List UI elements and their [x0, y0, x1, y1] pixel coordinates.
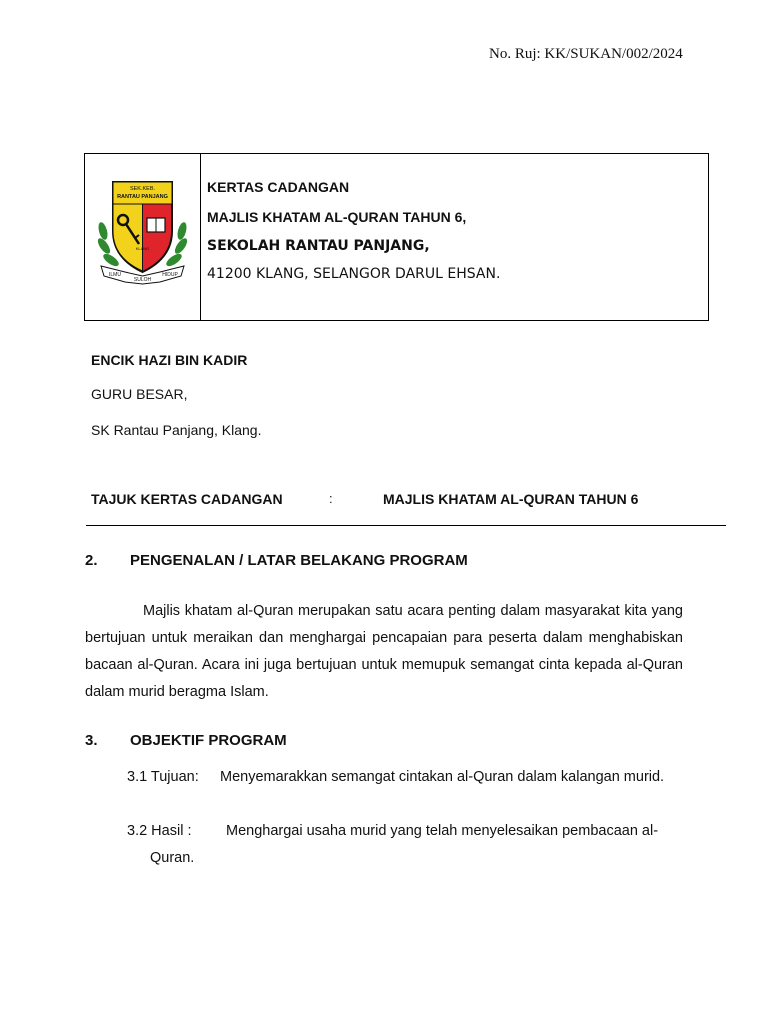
section-2-title: PENGENALAN / LATAR BELAKANG PROGRAM — [130, 552, 468, 569]
crest-ribbon-word-2: SULOH — [133, 277, 152, 283]
section-2-paragraph — [85, 598, 683, 706]
section-2-number: 2. — [85, 552, 98, 569]
crest-text-middle: KLANG — [135, 246, 150, 251]
section-2-heading — [85, 552, 468, 569]
subject-colon: : — [329, 491, 333, 506]
header-line-3: SEKOLAH RANTAU PANJANG, — [207, 238, 430, 254]
crest-ribbon-word-3: HIDUP — [162, 272, 178, 278]
section-3-heading — [85, 732, 287, 749]
crest-text-top-1: SEK.KEB. — [129, 186, 156, 192]
header-line-4: 41200 KLANG, SELANGOR DARUL EHSAN. — [207, 266, 501, 282]
section-2-text: Majlis khatam al-Quran merupakan satu acara penting dalam masyarakat kita yang bertujuan untuk meraikan dan menghargai pencapaian para peserta dalam menghabiskan bacaan al-Quran. Acara ini juga bertujuan untuk memupuk semangat cinta kepada al-Quran dalam murid beragma Islam. — [85, 603, 683, 700]
subject-value: MAJLIS KHATAM AL-QURAN TAHUN 6 — [383, 491, 639, 507]
objective-2-label: 3.2 Hasil : — [127, 823, 192, 839]
objective-2-text: Menghargai usaha murid yang telah menyelesaikan pembacaan al- — [226, 823, 659, 839]
section-3-title: OBJEKTIF PROGRAM — [130, 732, 287, 749]
sender-name: ENCIK HAZI BIN KADIR — [91, 352, 248, 368]
logo-cell — [85, 154, 201, 320]
header-line-1: KERTAS CADANGAN — [207, 179, 350, 195]
divider — [86, 525, 726, 526]
sender-school: SK Rantau Panjang, Klang. — [91, 422, 262, 438]
reference-number: No. Ruj: KK/SUKAN/002/2024 — [489, 46, 683, 62]
crest-text-top-2: RANTAU PANJANG — [117, 194, 168, 200]
section-3-number: 3. — [85, 732, 98, 749]
header-line-2: MAJLIS KHATAM AL-QURAN TAHUN 6, — [207, 209, 467, 225]
sender-title: GURU BESAR, — [91, 386, 188, 402]
school-crest-icon — [95, 176, 190, 286]
objective-1-text: Menyemarakkan semangat cintakan al-Quran dalam kalangan murid. — [220, 769, 665, 785]
objective-1-label: 3.1 Tujuan: — [127, 769, 199, 785]
objective-2-continuation: Quran. — [150, 850, 195, 866]
subject-label: TAJUK KERTAS CADANGAN — [91, 491, 283, 507]
header-box — [84, 153, 709, 321]
crest-ribbon-word-1: ILMU — [109, 272, 121, 278]
